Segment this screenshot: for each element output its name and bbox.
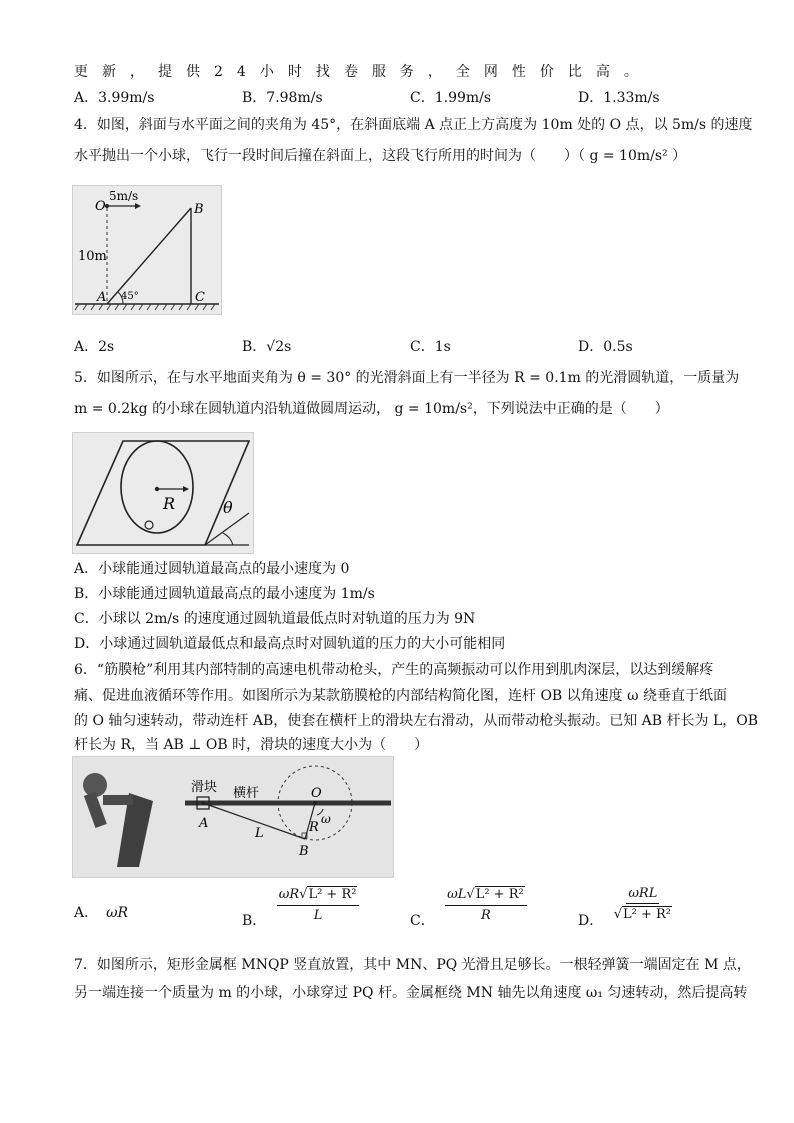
q5-figure [72, 432, 254, 554]
q6-option-a[interactable] [74, 902, 128, 922]
incline-plane [77, 441, 249, 545]
q6-option-d[interactable]: D． $\frac{\text{ωRL}}{\text{√L² + R²}}$ [578, 886, 671, 929]
q5-stem-line1: 5．如图所示，在与水平地面夹角为 θ = 30° 的光滑斜面上有一半径为 R = 0.1m 的光滑圆轨道，一质量为 [74, 370, 740, 386]
q5-stem-line2: m = 0.2kg 的小球在圆轨道内沿轨道做圆周运动， g = 10m/s²，下列说法中正确的是（ ） [74, 401, 669, 417]
q6-option-c[interactable]: C． $\frac{\text{ωL√L² + R²}}{R}$ [410, 886, 527, 923]
q6-option-d-letter: D． [578, 912, 604, 929]
label-b: B [194, 202, 204, 217]
q3-option-d[interactable]: D．1.33m/s [578, 90, 660, 106]
label-slider: 滑块 [191, 780, 218, 795]
q3-option-c[interactable]: C．1.99m/s [410, 90, 492, 106]
q6-c-den: R [481, 908, 491, 923]
q3-option-b[interactable]: B．7.98m/s [242, 90, 323, 106]
q3-option-a[interactable]: A．3.99m/s [74, 90, 155, 106]
q4-option-b[interactable]: B．√2s [242, 339, 292, 355]
label-l: L [255, 826, 264, 841]
incline-line [107, 208, 191, 304]
top-banner: 更新，提供24小时找卷服务，全网性价比高。 [74, 64, 652, 80]
q6-d-num: ωRL [628, 886, 658, 901]
label-a: A [199, 816, 209, 831]
label-b: B [299, 844, 309, 859]
q4-option-a[interactable]: A．2s [74, 339, 115, 355]
label-velocity: 5m/s [109, 189, 139, 203]
q4-figure-svg [73, 186, 221, 314]
q6-c-num-sqrt: L² + R² [475, 887, 524, 902]
q4-options [74, 337, 724, 357]
label-rod: 横杆 [233, 786, 260, 801]
q6-option-b[interactable]: B． $\frac{\text{ωR√L² + R²}}{L}$ [242, 886, 359, 923]
label-o: O [311, 786, 322, 801]
q6-stem-line3: 的 O 轴匀速转动，带动连杆 AB，使套在横杆上的滑块左右滑动，从而带动枪头振动。已知 AB 杆长为 L，OB [74, 713, 759, 729]
q4-option-c[interactable]: C．1s [410, 339, 451, 355]
q6-b-num-sqrt: L² + R² [308, 887, 357, 902]
q7-stem-line1: 7．如图所示，矩形金属框 MNQP 竖直放置，其中 MN、PQ 光滑且足够长。一根轻弹簧一端固定在 M 点， [74, 957, 751, 973]
q6-options [74, 886, 724, 936]
label-r: R [163, 494, 176, 513]
label-theta: θ [223, 498, 233, 517]
q6-b-num-a: ωR [278, 887, 300, 902]
q4-stem-line2: 水平抛出一个小球，飞行一段时间后撞在斜面上，这段飞行所用的时间为（ ）（ g = 10m/s² ） [74, 148, 687, 164]
label-c: C [195, 290, 205, 305]
q6-stem-line1: 6．“筋膜枪”利用其内部特制的高速电机带动枪头，产生的高频振动可以作用到肌肉深层，以达到缓解疼 [74, 662, 714, 678]
ball-circle [145, 521, 153, 529]
ground-hatching [75, 304, 215, 310]
q5-option-c[interactable]: C．小球以 2m/s 的速度通过圆轨道最低点时对轨道的压力为 9N [74, 611, 476, 627]
label-o: O [95, 199, 106, 214]
q6-option-a-letter: A． [74, 905, 99, 921]
label-angle: 45° [121, 291, 139, 302]
q6-option-a-expr: ωR [106, 905, 129, 921]
velocity-arrow-icon [135, 203, 141, 209]
q6-b-den: L [313, 908, 323, 923]
q6-d-den-sqrt: L² + R² [622, 907, 671, 922]
radius-arrow-icon [183, 486, 189, 492]
q4-option-d[interactable]: D．0.5s [578, 339, 633, 355]
label-r: R [309, 820, 319, 835]
rod-ab [203, 803, 305, 839]
q4-stem-line1: 4．如图，斜面与水平面之间的夹角为 45°，在斜面底端 A 点正上方高度为 10m 处的 O 点，以 5m/s 的速度 [74, 117, 753, 133]
q6-figure-svg [73, 757, 393, 877]
q6-option-c-letter: C． [410, 912, 435, 929]
q6-c-num-a: ωL [447, 887, 467, 902]
q3-options [74, 88, 724, 108]
q6-stem-line2: 痛、促进血液循环等作用。如图所示为某款筋膜枪的内部结构简化图，连杆 OB 以角速度 ω 绕垂直于纸面 [74, 688, 727, 704]
q6-stem-line4: 杆长为 R，当 AB ⊥ OB 时，滑块的速度大小为（ ） [74, 737, 429, 753]
label-omega: ω [321, 812, 331, 826]
q4-figure [72, 185, 222, 315]
label-a: A [97, 290, 107, 305]
q5-option-d[interactable]: D．小球通过圆轨道最低点和最高点时对圆轨道的压力的大小可能相同 [74, 636, 506, 652]
q6-option-b-letter: B． [242, 912, 267, 929]
q7-stem-line2: 另一端连接一个质量为 m 的小球，小球穿过 PQ 杆。金属框绕 MN 轴先以角速度 ω₁ 匀速转动，然后提高转 [74, 985, 748, 1001]
q6-figure [72, 756, 394, 878]
q5-figure-svg [73, 433, 253, 553]
q5-option-b[interactable]: B．小球能通过圆轨道最高点的最小速度为 1m/s [74, 586, 375, 602]
q5-option-a[interactable]: A．小球能通过圆轨道最高点的最小速度为 0 [74, 561, 350, 577]
label-height: 10m [78, 249, 107, 264]
